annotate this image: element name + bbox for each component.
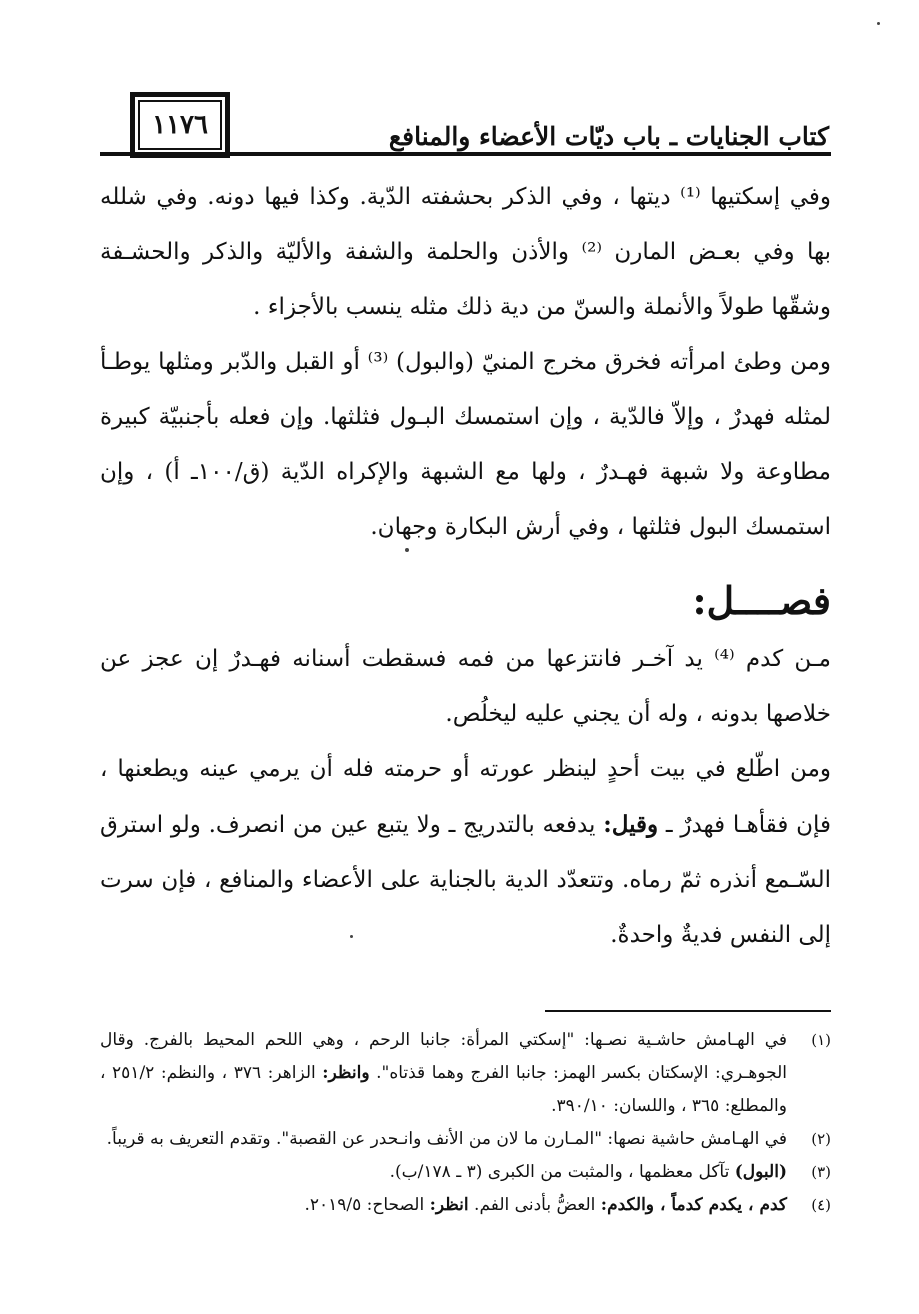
footnote xyxy=(100,1189,831,1222)
footnote-number: (١) xyxy=(811,1031,831,1049)
footnote-text-part: في الهـامش حاشـية نصـها: "إسكتي المرأة: جانبا الرحم ، وهي اللحم المحيط بالفرج. وقال الجوهـري: الإسكتان بكسر الهمز: جانبا الفرج وهما قذتاه". xyxy=(100,1030,788,1083)
bold-term: وانظر: xyxy=(322,1063,370,1083)
footnote-separator xyxy=(545,1010,831,1012)
footnote-text xyxy=(100,1024,787,1123)
footnote-text-part: الزاهر: ٣٧٦ ، والنظم: ٢٥١/٢ ، والمطلع: ٣٦٥ ، واللسان: ٣٩٠/١٠. xyxy=(100,1063,787,1116)
footnote-number: (٤) xyxy=(811,1196,831,1214)
paragraph: مـن كدم ⁽⁴⁾ يد آخـر فانتزعها من فمه فسقطت أسنانه فهـدرٌ إن عجز عن خلاصها بدونه ، وله أن يجني عليه ليخلُص. xyxy=(100,646,831,727)
footnote-text-part: تآكل معظمها ، والمثبت من الكبرى (٣ ـ ١٧٨/ب). xyxy=(389,1162,735,1182)
paragraph xyxy=(100,742,831,963)
footnote-text-part: العضُّ بأدنى الفم. xyxy=(468,1195,601,1215)
footnote-text xyxy=(100,1189,787,1222)
footnote xyxy=(100,1156,831,1189)
scan-speck xyxy=(350,935,353,938)
footnote xyxy=(100,1123,831,1156)
scan-speck xyxy=(405,548,409,552)
footnote-text xyxy=(100,1156,787,1189)
footnote-number: (٢) xyxy=(811,1130,831,1148)
header-rule xyxy=(100,152,831,156)
paragraph: وفي إسكتيها ⁽¹⁾ ديتها ، وفي الذكر بحشفته الدّية. وكذا فيها دونه. وفي شلله بها وفي بعـض المارن ⁽²⁾ والأذن والحلمة والشفة والأليّة والذكر والحشـفة وشقّها طولاً والأنملة والسنّ من دية ذلك مثله ينسب بالأجزاء . xyxy=(100,184,831,320)
footnote-text-part: الصحاح: ٢٠١٩/٥. xyxy=(304,1195,430,1215)
footnote xyxy=(100,1024,831,1123)
page-number-box xyxy=(130,92,230,158)
paragraph-text: يدفعه بالتدريج ـ ولا يتبع عين من انصرف. ولو استرق السّـمع أنذره ثمّ رماه. وتتعدّد الدية بالجناية على الأعضاء والمنافع ، فإن سرت إلى النفس فديةٌ واحدةٌ. xyxy=(100,812,831,948)
bold-term: (البول) xyxy=(734,1162,787,1182)
paragraph: ومن وطئ امرأته فخرق مخرج المنيّ (والبول) ⁽³⁾ أو القبل والدّبر ومثلها يوطـأ لمثله فهدرٌ ، وإلاّ فالدّية ، وإن استمسك البـول فثلثها. وإن فعله بأجنبيّة كبيرة مطاوعة ولا شبهة فهـدرٌ ، ولها مع الشبهة والإكراه الدّية (ق/١٠٠ـ أ) ، وإن استمسك البول فثلثها ، وفي أرش البكارة وجهان. xyxy=(100,349,832,540)
footnote-number: (٣) xyxy=(811,1163,831,1181)
footnote-text xyxy=(100,1123,787,1156)
footnote-text-part: في الهـامش حاشية نصها: "المـارن ما لان من الأنف وانـحدر عن القصبة". وتقدم التعريف به قريباً. xyxy=(106,1129,787,1149)
main-text xyxy=(100,170,831,555)
paragraph-text: ومن اطّلع في بيت أحدٍ لينظر عورته أو حرمته فله أن يرمي عينه ويطعنها ، فإن فقأهـا فهدرٌ ـ xyxy=(100,756,831,838)
bold-term: وقيل: xyxy=(603,811,659,838)
bold-term: كدم ، يكدم كدماً ، والكدم: xyxy=(600,1195,787,1215)
section-title: فصــــل: xyxy=(692,578,831,623)
running-header: كتاب الجنايات ـ باب ديّات الأعضاء والمنافع xyxy=(388,122,829,151)
section-text xyxy=(100,632,831,963)
page-number: ١١٧٦ xyxy=(152,110,208,140)
footnotes xyxy=(100,1024,831,1222)
scan-speck xyxy=(877,22,880,25)
bold-term: انظر: xyxy=(429,1195,469,1215)
